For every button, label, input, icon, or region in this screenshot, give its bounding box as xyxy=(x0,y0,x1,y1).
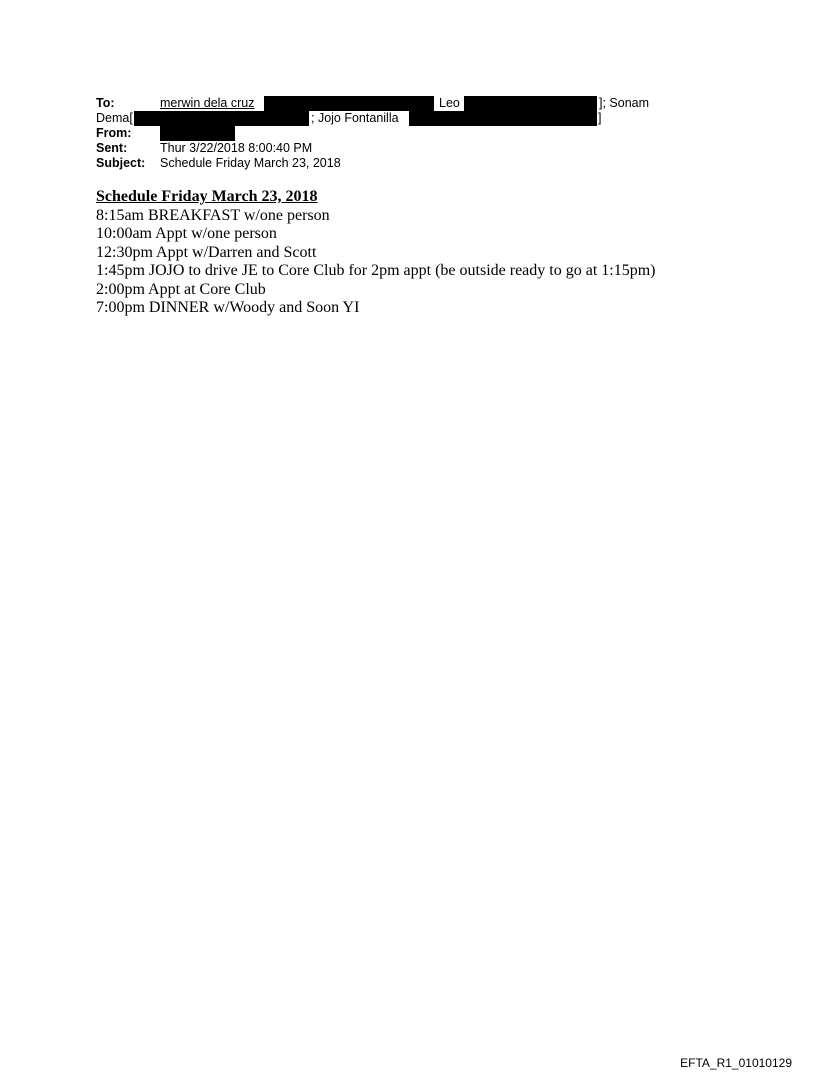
to-separator-sonam: ]; Sonam xyxy=(599,96,650,110)
subject-row xyxy=(96,156,676,171)
subject-value: Schedule Friday March 23, 2018 xyxy=(160,156,341,170)
schedule-item: 1:45pm JOJO to drive JE to Core Club for 2pm appt (be outside ready to go at 1:15pm) xyxy=(96,262,656,279)
sent-row xyxy=(96,141,676,156)
to-recipient-leo: Leo xyxy=(439,96,460,110)
redaction-block xyxy=(134,111,309,126)
email-header xyxy=(96,96,676,171)
schedule-item: 12:30pm Appt w/Darren and Scott xyxy=(96,243,317,261)
to-row-continued xyxy=(96,111,676,126)
schedule-heading: Schedule Friday March 23, 2018 xyxy=(96,188,318,205)
redaction-block xyxy=(264,96,434,111)
redaction-block xyxy=(464,96,597,111)
schedule-item: 2:00pm Appt at Core Club xyxy=(96,280,266,298)
schedule-item: 10:00am Appt w/one person xyxy=(96,225,277,242)
to-row xyxy=(96,96,676,111)
sent-value: Thur 3/22/2018 8:00:40 PM xyxy=(160,141,313,155)
sent-label: Sent: xyxy=(96,141,128,155)
from-label: From: xyxy=(96,126,132,140)
document-id: EFTA_R1_01010129 xyxy=(680,1056,792,1070)
to-recipient-dema: Dema[ xyxy=(96,111,133,125)
to-recipient-jojo: ; Jojo Fontanilla xyxy=(311,111,399,125)
schedule-item: 7:00pm DINNER w/Woody and Soon YI xyxy=(96,299,360,316)
from-row xyxy=(96,126,676,141)
redaction-block xyxy=(160,126,235,141)
redaction-block xyxy=(409,111,597,126)
subject-label: Subject: xyxy=(96,156,146,170)
to-recipient-merwin: merwin dela cruz xyxy=(160,96,255,110)
email-body xyxy=(96,188,655,318)
schedule-item: 8:15am BREAKFAST w/one person xyxy=(96,206,330,224)
to-bracket-end: ] xyxy=(598,111,602,125)
to-label: To: xyxy=(96,96,115,110)
